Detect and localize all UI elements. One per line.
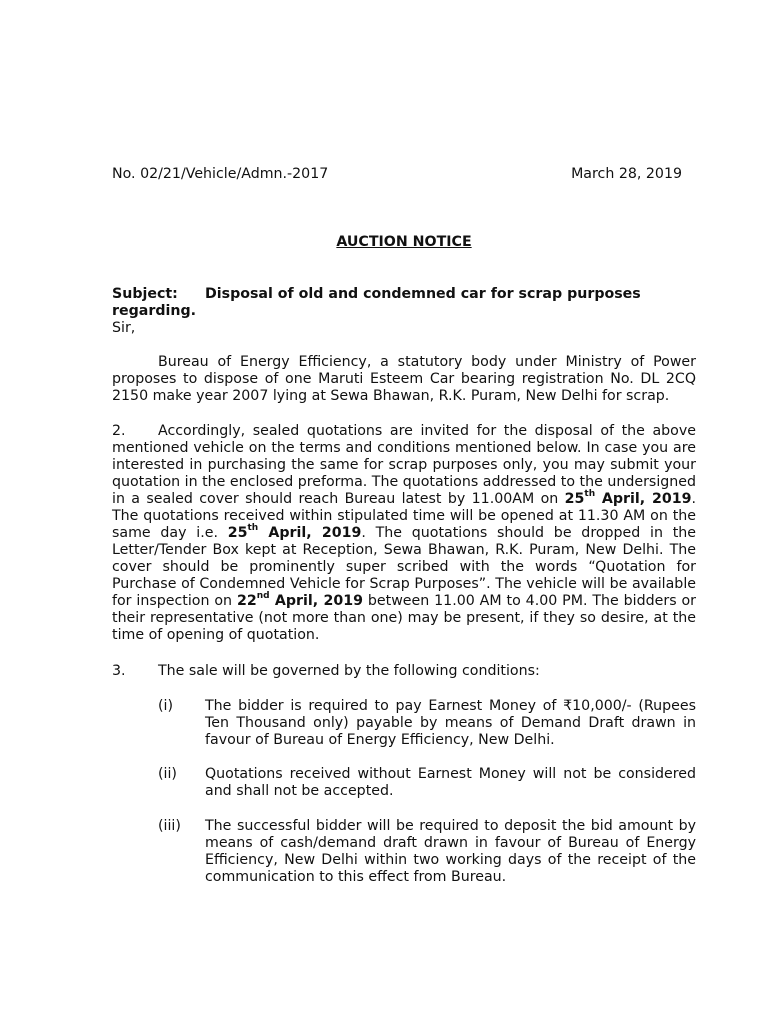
paragraph-2-number: 2. — [112, 423, 126, 439]
subject-line — [112, 286, 696, 320]
submission-deadline: 25th April, 2019 — [564, 489, 692, 507]
paragraph-2-text-1: Accordingly, sealed quotations are invited for the disposal of the above mentioned vehicle on the terms and conditions mentioned below. In case you are interested in purchasing the same for scrap purposes only, you may submit your quotation in the enclosed preforma. The quotations addressed to the undersigned in a sealed cover should reach Bureau latest by 11.00AM on — [112, 423, 696, 507]
condition-text: Quotations received without Earnest Money will not be considered and shall not be accepted. — [205, 766, 696, 799]
paragraph-2-text-4: between 11.00 AM to 4.00 PM. The bidders or their representative (not more than one) may be present, if they so desire, at the time of opening of quotation. — [112, 593, 697, 643]
reference-line — [112, 166, 696, 183]
paragraph-1: Bureau of Energy Efficiency, a statutory body under Ministry of Power proposes to dispose of one Maruti Esteem Car bearing registration No. DL 2CQ 2150 make year 2007 lying at Sewa Bhawan, R.K. Puram, New Delhi for scrap. — [112, 354, 696, 404]
paragraph-3 — [112, 663, 696, 680]
condition-numeral: (ii) — [158, 766, 177, 782]
paragraph-3-text: The sale will be governed by the following conditions: — [158, 663, 540, 679]
condition-item — [158, 818, 696, 886]
condition-text: The bidder is required to pay Earnest Money of ₹10,000/- (Rupees Ten Thousand only) payable by means of Demand Draft drawn in favour of Bureau of Energy Efficiency, New Delhi. — [205, 698, 696, 748]
inspection-date: 22nd April, 2019 — [236, 591, 363, 609]
condition-numeral: (i) — [158, 698, 174, 714]
condition-text: The successful bidder will be required to deposit the bid amount by means of cash/demand draft drawn in favour of Bureau of Energy Efficiency, New Delhi within two working days of the receipt of the communication to this effect from Bureau. — [205, 818, 696, 885]
paragraph-3-number: 3. — [112, 663, 126, 679]
paragraph-2 — [112, 423, 696, 644]
condition-numeral: (iii) — [158, 818, 181, 834]
condition-item — [158, 698, 696, 749]
notice-title: AUCTION NOTICE — [336, 234, 472, 250]
reference-number: No. 02/21/Vehicle/Admn.-2017 — [112, 166, 329, 182]
paragraph-2-text-2: . The quotations received within stipulated time will be opened at 11.30 AM on the same day i.e. — [112, 491, 696, 541]
paragraph-2-text-3: . The quotations should be dropped in the Letter/Tender Box kept at Reception, Sewa Bhawan, R.K. Puram, New Delhi. The cover should be prominently super scribed with the words “Quotation for Purchase of Condemned Vehicle for Scrap Purposes”. The vehicle will be available for inspection on — [112, 525, 697, 609]
opening-date: 25th April, 2019 — [227, 523, 362, 541]
notice-date: March 28, 2019 — [571, 166, 682, 182]
document-page — [112, 0, 696, 1024]
subject-text: Disposal of old and condemned car for scrap purposes regarding. — [112, 286, 641, 319]
condition-item — [158, 766, 696, 800]
salutation: Sir, — [112, 320, 136, 336]
subject-label: Subject: — [112, 286, 178, 302]
